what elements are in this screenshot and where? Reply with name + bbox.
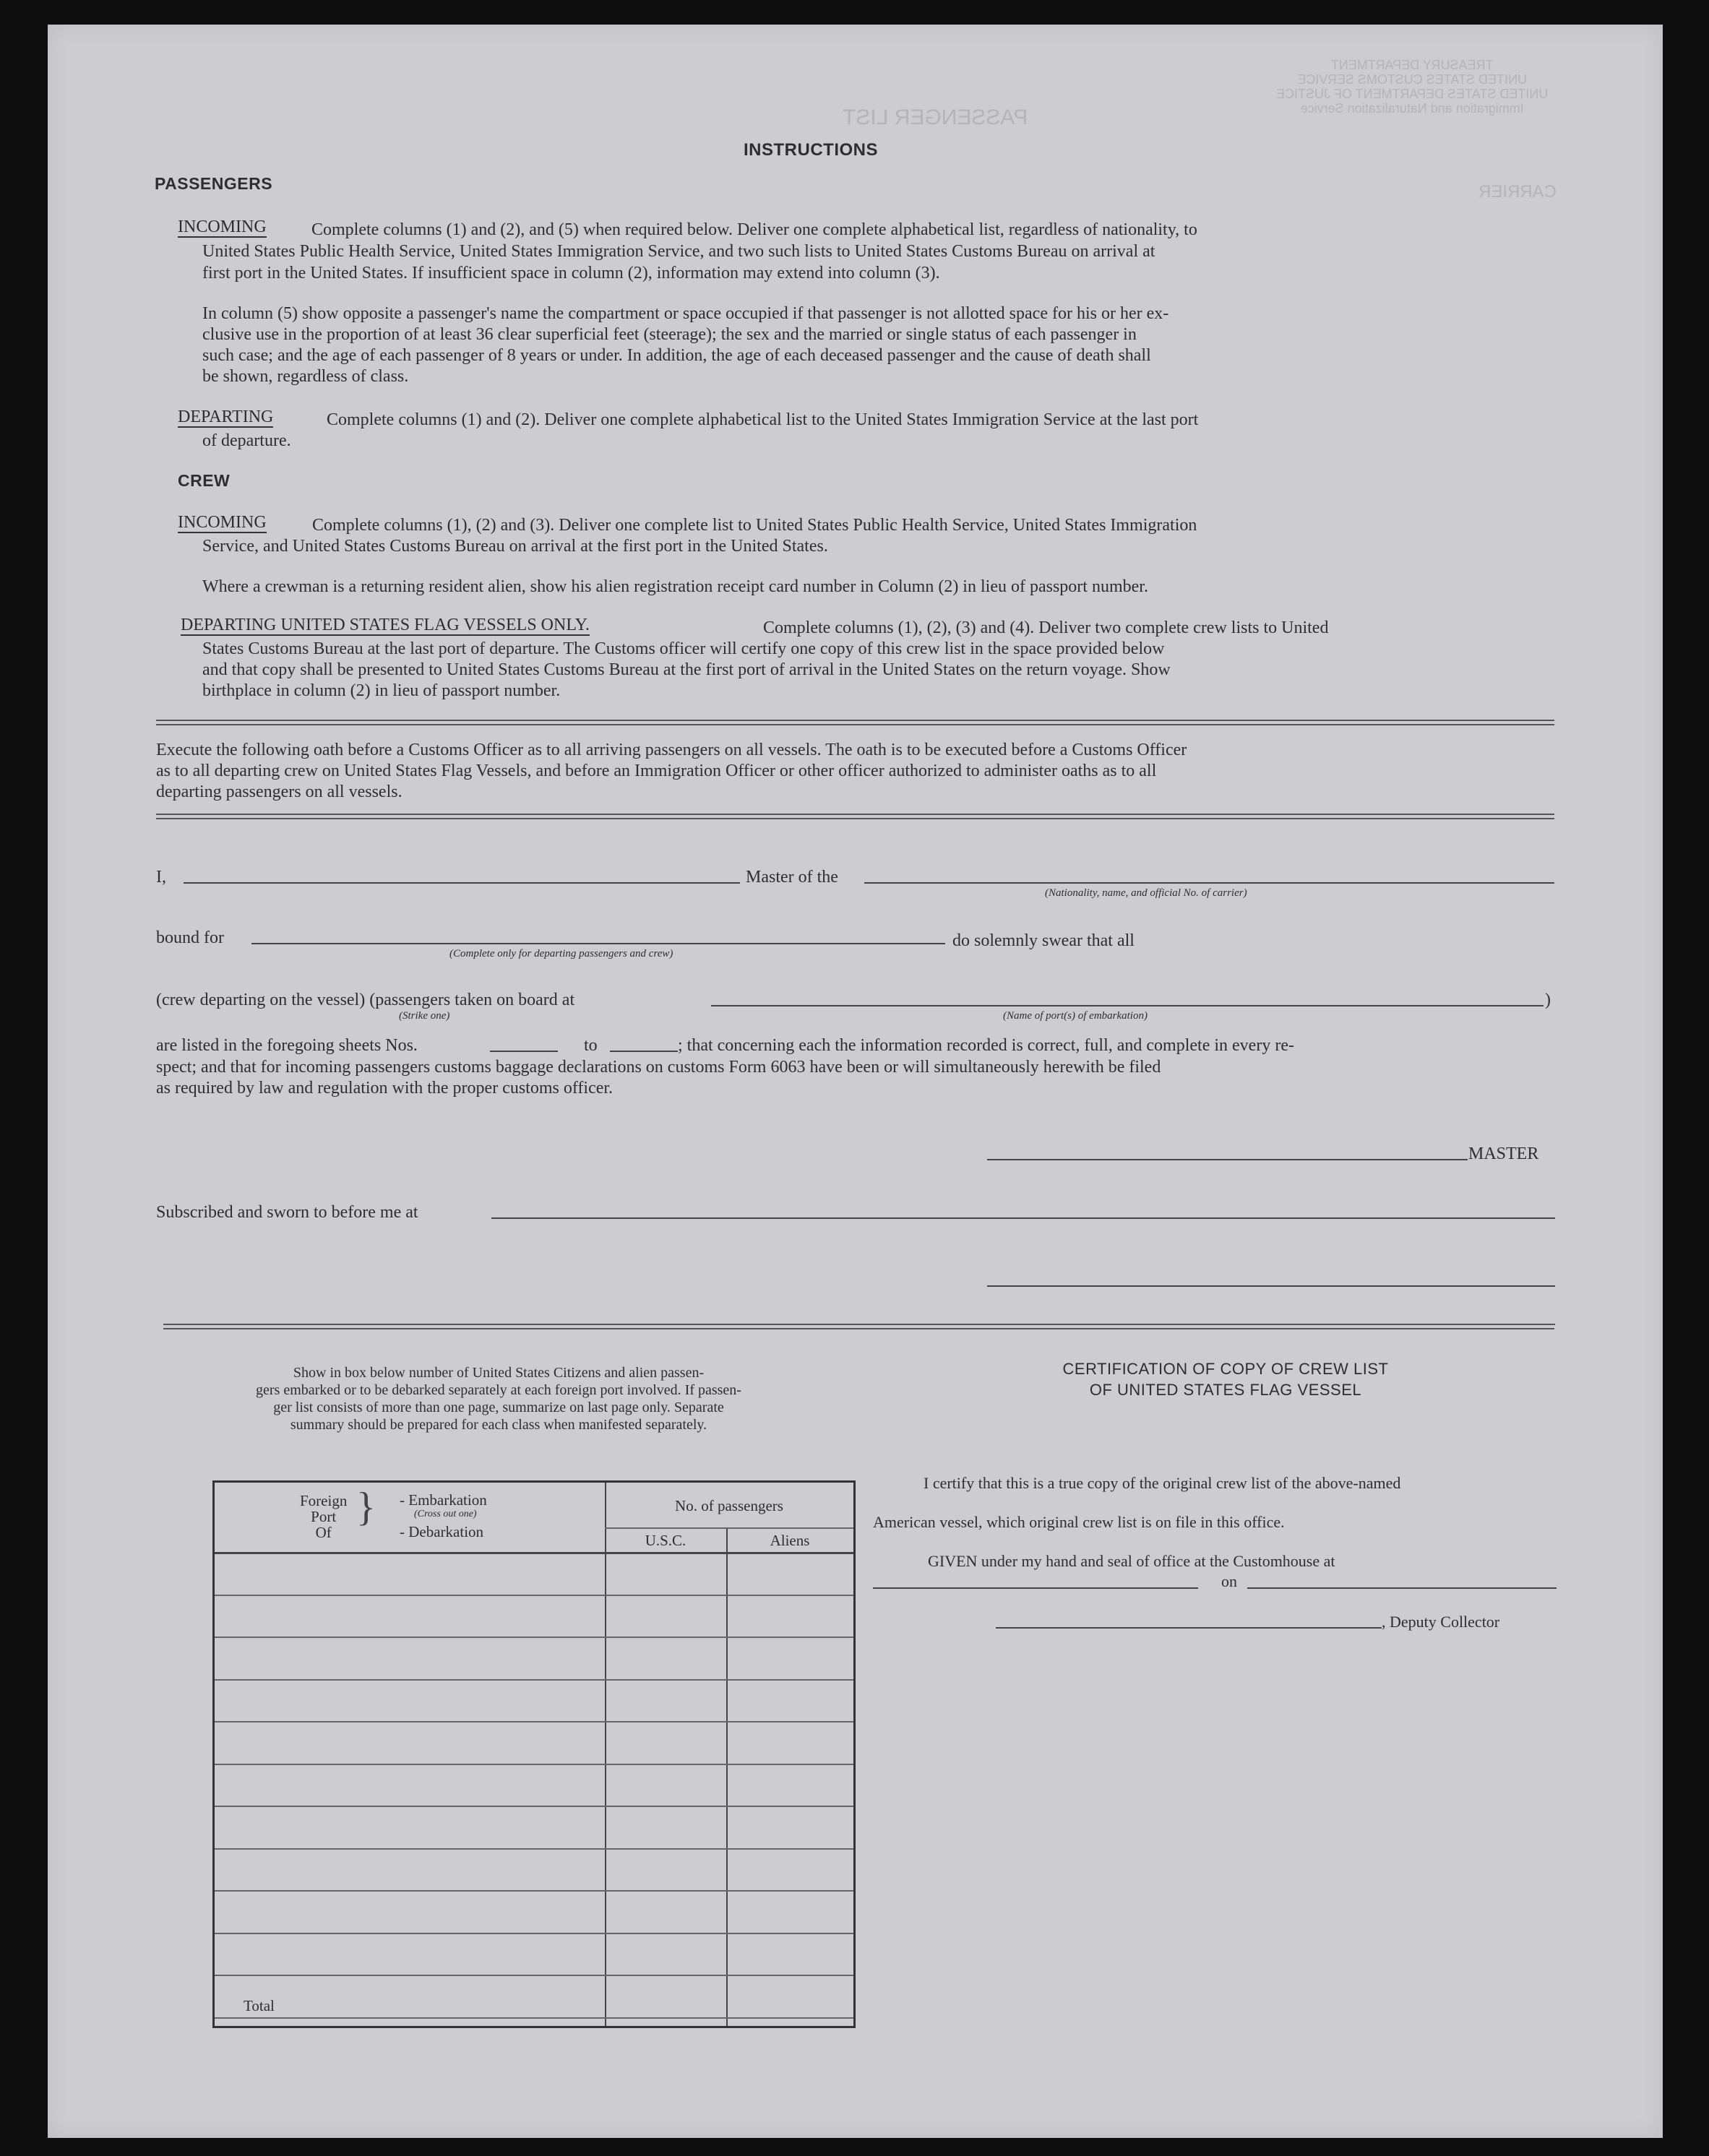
header-text: Foreign bbox=[300, 1492, 348, 1509]
crew-departing-line: and that copy shall be presented to United States Customs Bureau at the first port of arrival in the United States on the return voyage. Show bbox=[202, 660, 1171, 679]
certification-date-field[interactable] bbox=[1247, 1587, 1557, 1589]
crew-departing-text: (crew departing on the vessel) (passengers taken on board at bbox=[156, 991, 575, 1009]
total-label: Total bbox=[244, 1997, 275, 2014]
table-row-line bbox=[215, 1890, 853, 1892]
section-divider bbox=[163, 1324, 1554, 1329]
embarkation-port-field[interactable] bbox=[711, 1005, 1544, 1006]
crew-incoming-line: Service, and United States Customs Bureau on arrival at the first port in the United States. bbox=[202, 537, 828, 556]
summary-intro-line: summary should be prepared for each class when manifested separately. bbox=[290, 1417, 707, 1433]
oath-intro-line: as to all departing crew on United States Flag Vessels, and before an Immigration Officer or other officer authorized to administer oaths as to all bbox=[156, 762, 1157, 780]
crew-heading: CREW bbox=[178, 471, 231, 490]
debarkation-label: - Debarkation bbox=[400, 1523, 484, 1540]
passengers-incoming-label: INCOMING bbox=[178, 217, 267, 236]
ghost-stamp-line: TREASURY DEPARTMENT bbox=[1330, 58, 1494, 72]
header-text: Of bbox=[315, 1524, 332, 1541]
strike-one-caption: (Strike one) bbox=[399, 1010, 450, 1022]
bleed-through-stamp bbox=[1276, 58, 1548, 116]
subscribed-place-field[interactable] bbox=[491, 1217, 1555, 1219]
header-subdivider bbox=[605, 1527, 853, 1529]
master-of-the-label: Master of the bbox=[746, 868, 838, 887]
crew-departing-line: birthplace in column (2) in lieu of passport number. bbox=[202, 681, 561, 700]
column5-line: be shown, regardless of class. bbox=[202, 367, 409, 386]
table-row-line bbox=[215, 1933, 853, 1934]
close-paren: ) bbox=[1545, 991, 1551, 1009]
table-row-line bbox=[215, 1595, 853, 1596]
certify-text: I certify that this is a true copy of the original crew list of the above-named bbox=[924, 1474, 1401, 1492]
master-name-field[interactable] bbox=[184, 882, 740, 884]
table-row-line bbox=[215, 2017, 853, 2019]
certify-text: American vessel, which original crew list is on file in this office. bbox=[873, 1513, 1285, 1531]
aliens-header: Aliens bbox=[770, 1532, 810, 1549]
summary-intro-line: gers embarked or to be debarked separately at each foreign port involved. If passen- bbox=[256, 1382, 741, 1398]
table-row-line bbox=[215, 1848, 853, 1850]
page-title: INSTRUCTIONS bbox=[744, 140, 878, 160]
summary-intro-line: Show in box below number of United States Citizens and alien passen- bbox=[293, 1365, 705, 1381]
certification-title bbox=[987, 1358, 1464, 1400]
passengers-departing-line: of departure. bbox=[202, 431, 291, 450]
deputy-collector-label: , Deputy Collector bbox=[1382, 1613, 1500, 1631]
sheet-from-field[interactable] bbox=[490, 1051, 558, 1052]
on-label: on bbox=[1221, 1572, 1237, 1590]
passengers-incoming-line: first port in the United States. If insufficient space in column (2), information may extend into column (3). bbox=[202, 264, 940, 283]
subscribed-label: Subscribed and sworn to before me at bbox=[156, 1203, 418, 1222]
bound-for-field[interactable] bbox=[251, 943, 945, 944]
certification-title-line: CERTIFICATION OF COPY OF CREW LIST bbox=[1062, 1360, 1389, 1378]
embarkation-label: - Embarkation bbox=[400, 1491, 487, 1509]
bleed-through-title: PASSENGER LIST bbox=[843, 105, 1028, 129]
oath-i-label: I, bbox=[156, 868, 166, 887]
column-divider bbox=[605, 1483, 606, 2026]
crew-incoming-label: INCOMING bbox=[178, 513, 267, 532]
oath-intro-line: departing passengers on all vessels. bbox=[156, 782, 403, 801]
sheet-to-field[interactable] bbox=[610, 1051, 678, 1052]
table-row-line bbox=[215, 1637, 853, 1638]
section-divider bbox=[156, 720, 1554, 725]
foreign-port-header bbox=[300, 1493, 347, 1540]
oath-body-line: as required by law and regulation with the proper customs officer. bbox=[156, 1079, 614, 1098]
bound-for-label: bound for bbox=[156, 928, 224, 947]
header-text: Port bbox=[311, 1508, 337, 1525]
given-text: GIVEN under my hand and seal of office at the Customhouse at bbox=[928, 1552, 1335, 1570]
crew-resident-line: Where a crewman is a returning resident alien, show his alien registration receipt card number in Column (2) in lieu of passport number. bbox=[202, 577, 1148, 596]
cross-out-caption: (Cross out one) bbox=[414, 1509, 477, 1519]
table-row-line bbox=[215, 1679, 853, 1681]
master-signature-field[interactable] bbox=[987, 1159, 1468, 1160]
no-of-passengers-header: No. of passengers bbox=[675, 1497, 783, 1514]
carrier-caption: (Nationality, name, and official No. of carrier) bbox=[1045, 887, 1247, 899]
passengers-heading: PASSENGERS bbox=[155, 174, 273, 193]
deputy-signature-field[interactable] bbox=[996, 1627, 1382, 1629]
port-caption: (Name of port(s) of embarkation) bbox=[1003, 1010, 1148, 1022]
table-row-line bbox=[215, 1975, 853, 1976]
column-divider bbox=[726, 1527, 728, 2026]
passengers-incoming-line: Complete columns (1) and (2), and (5) when required below. Deliver one complete alphabetical list, regardless of nationality, to bbox=[311, 220, 1197, 239]
crew-incoming-line: Complete columns (1), (2) and (3). Deliver one complete list to United States Public Health Service, United States Immigration bbox=[312, 516, 1197, 535]
table-row-line bbox=[215, 1764, 853, 1765]
summary-intro-line: ger list consists of more than one page, summarize on last page only. Separate bbox=[273, 1400, 724, 1415]
ghost-stamp-line: Immigration and Naturalization Service bbox=[1300, 101, 1524, 116]
swear-text: do solemnly swear that all bbox=[952, 931, 1135, 950]
ghost-stamp-line: UNITED STATES DEPARTMENT OF JUSTICE bbox=[1276, 87, 1549, 101]
header-bottom-rule bbox=[215, 1552, 853, 1554]
bleed-through-carrier: CARRIER bbox=[1478, 182, 1557, 202]
passenger-summary-table bbox=[212, 1480, 856, 2028]
master-label: MASTER bbox=[1468, 1144, 1539, 1163]
passengers-departing-label: DEPARTING bbox=[178, 408, 274, 426]
document-page bbox=[48, 25, 1663, 2138]
bound-for-caption: (Complete only for departing passengers and crew) bbox=[449, 948, 673, 960]
passengers-incoming-line: United States Public Health Service, United States Immigration Service, and two such lists to United States Customs Bureau on arrival at bbox=[202, 242, 1155, 261]
oath-intro-line: Execute the following oath before a Customs Officer as to all arriving passengers on all vessels. The oath is to be executed before a Customs Officer bbox=[156, 741, 1187, 759]
ghost-stamp-line: UNITED STATES CUSTOMS SERVICE bbox=[1297, 72, 1528, 87]
column5-line: such case; and the age of each passenger of 8 years or under. In addition, the age of each deceased passenger and the cause of death shall bbox=[202, 346, 1151, 365]
officer-signature-field[interactable] bbox=[987, 1285, 1555, 1287]
usc-header: U.S.C. bbox=[645, 1532, 686, 1549]
certification-title-line: OF UNITED STATES FLAG VESSEL bbox=[1089, 1381, 1362, 1399]
sheets-to-label: to bbox=[584, 1036, 598, 1055]
section-divider bbox=[156, 814, 1554, 819]
sheets-text: are listed in the foregoing sheets Nos. bbox=[156, 1036, 418, 1055]
column5-line: In column (5) show opposite a passenger's name the compartment or space occupied if that passenger is not allotted space for his or her ex- bbox=[202, 304, 1169, 323]
crew-departing-line: Complete columns (1), (2), (3) and (4). Deliver two complete crew lists to United bbox=[763, 618, 1329, 637]
sheets-rest-text: ; that concerning each the information recorded is correct, full, and complete in every re- bbox=[678, 1036, 1294, 1055]
oath-body-line: spect; and that for incoming passengers customs baggage declarations on customs Form 6063 have been or will simultaneously herewith be filed bbox=[156, 1058, 1161, 1077]
brace-icon: } bbox=[356, 1485, 376, 1530]
customhouse-field[interactable] bbox=[873, 1587, 1198, 1589]
table-row-line bbox=[215, 1806, 853, 1807]
crew-departing-line: States Customs Bureau at the last port of departure. The Customs officer will certify one copy of this crew list in the space provided below bbox=[202, 639, 1165, 658]
carrier-field[interactable] bbox=[864, 882, 1554, 884]
crew-departing-label: DEPARTING UNITED STATES FLAG VESSELS ONLY. bbox=[181, 616, 590, 634]
table-row-line bbox=[215, 1721, 853, 1722]
column5-line: clusive use in the proportion of at least 36 clear superficial feet (steerage); the sex and the married or single status of each passenger in bbox=[202, 325, 1137, 344]
summary-intro bbox=[137, 1364, 860, 1433]
passengers-departing-line: Complete columns (1) and (2). Deliver one complete alphabetical list to the United States Immigration Service at the last port bbox=[327, 410, 1199, 429]
